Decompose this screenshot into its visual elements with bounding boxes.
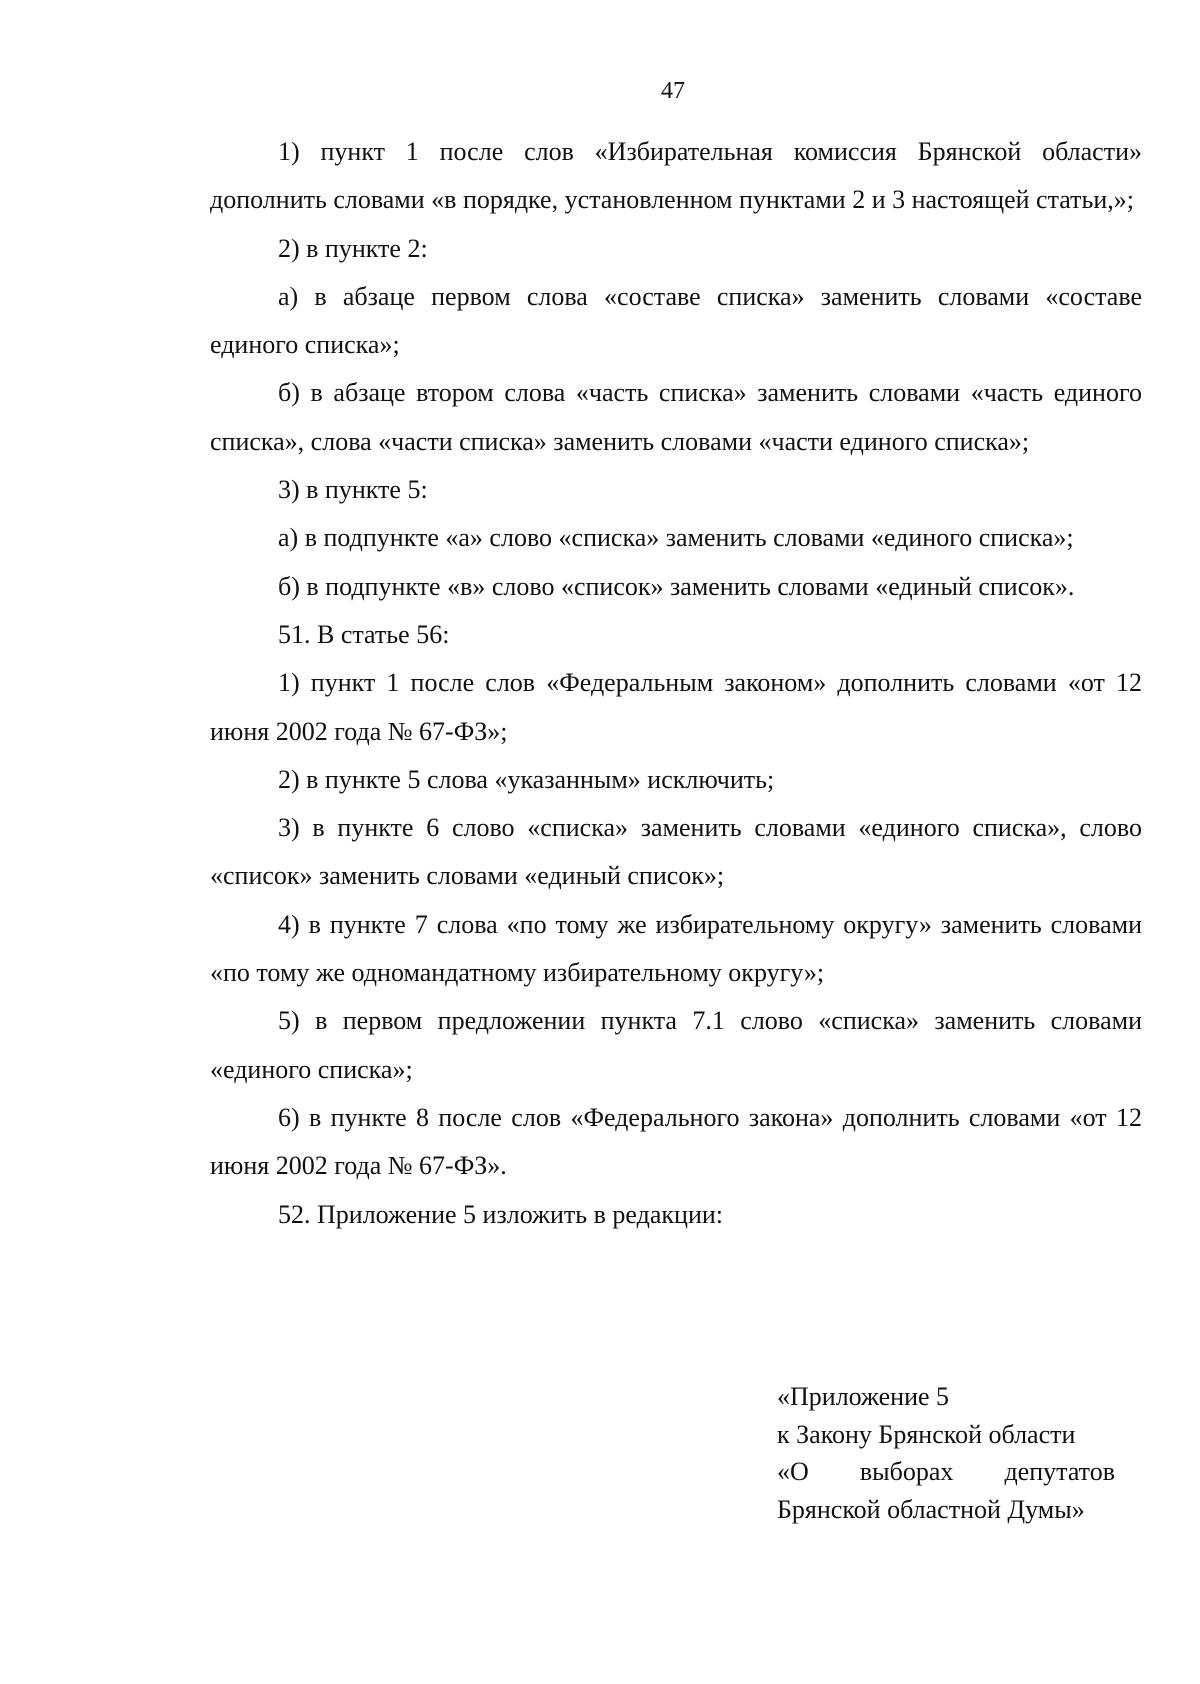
page-number: 47 bbox=[661, 78, 685, 104]
paragraph: 6) в пункте 8 после слов «Федерального закона» дополнить словами «от 12 июня 2002 года № 67-ФЗ». bbox=[210, 1102, 1142, 1181]
paragraph: 1) пункт 1 после слов «Избирательная комиссия Брянской области» дополнить словами «в порядке, установленном пунктами 2 и 3 настоящей статьи,»; bbox=[210, 137, 1142, 215]
appendix-title: «Приложение 5 bbox=[777, 1382, 950, 1411]
paragraph: 5) в первом предложении пункта 7.1 слово «списка» заменить словами «единого списка»; bbox=[210, 1006, 1142, 1084]
appendix-heading bbox=[777, 1378, 1115, 1528]
document-body bbox=[210, 128, 1142, 1239]
paragraph: а) в абзаце первом слова «составе списка» заменить словами «составе единого списка»; bbox=[210, 281, 1142, 360]
appendix-word: «О bbox=[777, 1457, 809, 1486]
paragraph: 2) в пункте 5 слова «указанным» исключить; bbox=[278, 764, 775, 794]
paragraph: 52. Приложение 5 изложить в редакции: bbox=[278, 1199, 723, 1229]
paragraph: 2) в пункте 2: bbox=[278, 233, 428, 263]
paragraph: б) в подпункте «в» слово «список» заменить словами «единый список». bbox=[278, 571, 1075, 601]
paragraph: 3) в пункте 6 слово «списка» заменить словами «единого списка», слово «список» заменить словами «единый список»; bbox=[210, 813, 1142, 891]
appendix-law-ref: к Закону Брянской области bbox=[777, 1419, 1076, 1449]
paragraph: 4) в пункте 7 слова «по тому же избирательному округу» заменить словами «по тому же одномандатному избирательному округу»; bbox=[210, 909, 1142, 988]
paragraph: а) в подпункте «а» слово «списка» заменить словами «единого списка»; bbox=[278, 523, 1074, 553]
paragraph: 51. В статье 56: bbox=[278, 619, 450, 649]
paragraph: б) в абзаце втором слова «часть списка» заменить словами «часть единого списка», слова «части списка» заменить словами «части единого списка»; bbox=[210, 378, 1142, 456]
paragraph: 1) пункт 1 после слов «Федеральным законом» дополнить словами «от 12 июня 2002 года № 67-ФЗ»; bbox=[210, 668, 1142, 746]
appendix-law-name-line bbox=[777, 1453, 1115, 1491]
appendix-law-name-end: Брянской областной Думы» bbox=[777, 1494, 1085, 1524]
paragraph: 3) в пункте 5: bbox=[278, 475, 428, 505]
appendix-word: выборах bbox=[859, 1457, 954, 1486]
appendix-word: депутатов bbox=[1004, 1457, 1115, 1486]
